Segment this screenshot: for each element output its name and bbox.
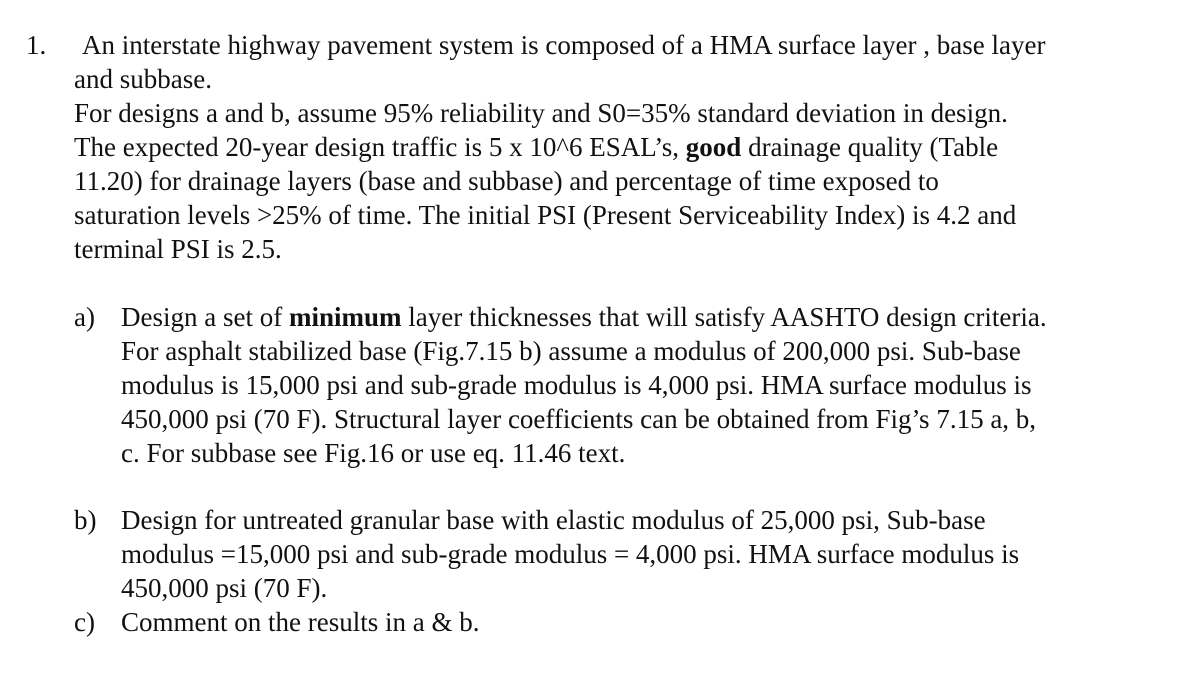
part-a-line-1-end: layer thicknesses that will satisfy AASHTO design criteria. <box>401 302 1047 332</box>
part-a-line-4: 450,000 psi (70 F). Structural layer coefficients can be obtained from Fig’s 7.15 a, b, <box>121 404 1037 434</box>
paragraph-line-1: For designs a and b, assume 95% reliability and S0=35% standard deviation in design. <box>74 98 1008 128</box>
part-b-line-2: modulus =15,000 psi and sub-grade modulus = 4,000 psi. HMA surface modulus is <box>121 539 1020 569</box>
paragraph-line-3: 11.20) for drainage layers (base and subbase) and percentage of time exposed to <box>74 166 939 196</box>
part-a-line-3: modulus is 15,000 psi and sub-grade modulus is 4,000 psi. HMA surface modulus is <box>121 370 1032 400</box>
part-c-marker: c) <box>74 607 95 637</box>
paragraph-line-5: terminal PSI is 2.5. <box>74 234 282 264</box>
part-a-line-1-start: Design a set of <box>121 302 289 332</box>
emphasis-good: good <box>685 132 742 162</box>
emphasis-minimum: minimum <box>288 302 402 332</box>
part-a-line-5: c. For subbase see Fig.16 or use eq. 11.46 text. <box>121 438 626 468</box>
part-b-marker: b) <box>74 505 97 535</box>
intro-line-1: An interstate highway pavement system is composed of a HMA surface layer , base layer <box>82 30 1046 60</box>
paragraph-line-2-end: drainage quality (Table <box>741 132 999 162</box>
paragraph-line-4: saturation levels >25% of time. The initial PSI (Present Serviceability Index) is 4.2 and <box>74 200 1017 230</box>
part-a-marker: a) <box>74 302 95 332</box>
intro-line-2: and subbase. <box>74 64 212 94</box>
paragraph-line-2-start: The expected 20-year design traffic is 5 x 10^6 ESAL’s, <box>74 132 686 162</box>
part-b-line-3: 450,000 psi (70 F). <box>121 573 328 603</box>
part-b-line-1: Design for untreated granular base with elastic modulus of 25,000 psi, Sub-base <box>121 505 986 535</box>
part-c-line-1: Comment on the results in a & b. <box>121 607 480 637</box>
paragraph-line-2 <box>74 130 998 164</box>
part-a-line-1 <box>121 300 1047 334</box>
part-a-line-2: For asphalt stabilized base (Fig.7.15 b) assume a modulus of 200,000 psi. Sub-base <box>121 336 1021 366</box>
question-number: 1. <box>26 30 47 60</box>
